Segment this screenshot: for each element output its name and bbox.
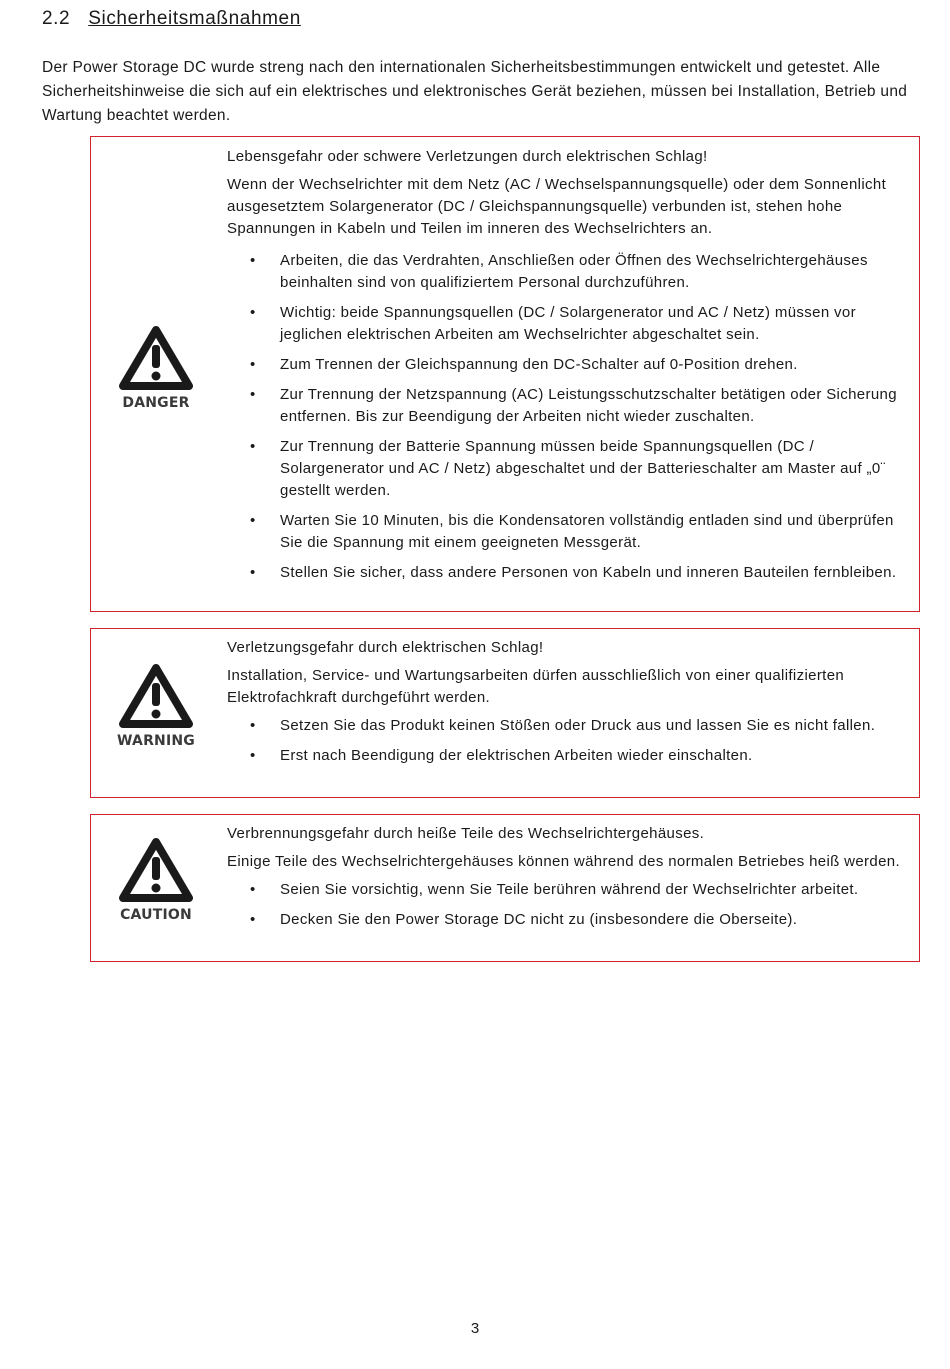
caution-label: CAUTION <box>120 907 192 923</box>
bullet: • <box>250 911 256 928</box>
list-item: • Warten Sie 10 Minuten, bis die Kondensatoren vollständig entladen sind und überprüfen Sie die Spannung mit einem geeigneten Messgerät. <box>250 512 894 551</box>
bullet: • <box>250 564 256 581</box>
list-item: • Zum Trennen der Gleichspannung den DC-Schalter auf 0-Position drehen. <box>227 354 911 376</box>
section-number: 2.2 <box>42 8 71 29</box>
caution-content <box>227 823 911 939</box>
list-item: • Stellen Sie sicher, dass andere Personen von Kabeln und inneren Bauteilen fernbleiben. <box>227 562 911 584</box>
danger-paragraph: Wenn der Wechselrichter mit dem Netz (AC / Wechselspannungsquelle) oder dem Sonnenlicht ausgesetztem Solargenerator (DC / Gleichspannungsquelle) verbunden ist, stehen hohe Spannungen in Kabeln und Teilen im inneren des Wechselrichters an. <box>227 176 887 237</box>
bullet: • <box>250 747 256 764</box>
bullet: • <box>250 356 256 373</box>
bullet: • <box>250 438 256 455</box>
list-item: • Zur Trennung der Batterie Spannung müssen beide Spannungsquellen (DC / Solargenerator und AC / Netz) abgeschaltet und der Batterieschalter am Master auf „0¨ gestellt werden. <box>250 438 886 499</box>
warning-paragraph: Installation, Service- und Wartungsarbeiten dürfen ausschließlich von einer qualifizierten Elektrofachkraft durchgeführt werden. <box>227 667 845 706</box>
danger-sign <box>101 325 211 411</box>
warning-triangle-icon <box>119 663 193 729</box>
warning-triangle-icon <box>119 837 193 903</box>
section-heading <box>42 8 301 30</box>
bullet: • <box>250 252 256 269</box>
warning-label: WARNING <box>117 733 195 749</box>
caution-sign <box>101 837 211 923</box>
bullet: • <box>250 512 256 529</box>
danger-box <box>90 136 920 612</box>
bullet: • <box>250 386 256 403</box>
warning-content <box>227 637 911 775</box>
page-number: 3 <box>470 1320 480 1337</box>
warning-sign <box>101 663 211 749</box>
bullet: • <box>250 881 256 898</box>
warning-heading: Verletzungsgefahr durch elektrischen Schlag! <box>227 639 544 656</box>
list-item: • Wichtig: beide Spannungsquellen (DC / Solargenerator und AC / Netz) müssen vor jeglichen elektrischen Arbeiten am Wechselrichter abgeschaltet sein. <box>250 304 856 343</box>
caution-heading: Verbrennungsgefahr durch heiße Teile des Wechselrichtergehäuses. <box>227 825 705 842</box>
intro-paragraph: Der Power Storage DC wurde streng nach den internationalen Sicherheitsbestimmungen entwickelt und getestet. Alle Sicherheitshinweise die sich auf ein elektrisches und elektronisches Gerät beziehen, müssen bei Installation, Betrieb und Wartung beachtet werden. <box>42 59 908 124</box>
list-item: • Decken Sie den Power Storage DC nicht zu (insbesondere die Oberseite). <box>227 909 911 931</box>
list-item: • Seien Sie vorsichtig, wenn Sie Teile berühren während der Wechselrichter arbeitet. <box>227 879 911 901</box>
bullet: • <box>250 304 256 321</box>
list-item: • Erst nach Beendigung der elektrischen Arbeiten wieder einschalten. <box>227 745 911 767</box>
list-item: • Zur Trennung der Netzspannung (AC) Leistungsschutzschalter betätigen oder Sicherung entfernen. Bis zur Beendigung der Arbeiten nicht wieder zuschalten. <box>250 386 897 425</box>
danger-list <box>227 250 911 584</box>
caution-list <box>227 879 911 931</box>
warning-triangle-icon <box>119 325 193 391</box>
danger-heading: Lebensgefahr oder schwere Verletzungen durch elektrischen Schlag! <box>227 148 708 165</box>
caution-paragraph: Einige Teile des Wechselrichtergehäuses können während des normalen Betriebes heiß werden. <box>227 853 900 870</box>
section-title: Sicherheitsmaßnahmen <box>88 8 301 29</box>
bullet: • <box>250 717 256 734</box>
caution-box <box>90 814 920 962</box>
list-item: • Setzen Sie das Produkt keinen Stößen oder Druck aus und lassen Sie es nicht fallen. <box>227 715 911 737</box>
warning-list <box>227 715 911 767</box>
warning-box <box>90 628 920 798</box>
danger-label: DANGER <box>122 395 190 411</box>
danger-content <box>227 146 911 592</box>
list-item: • Arbeiten, die das Verdrahten, Anschließen oder Öffnen des Wechselrichtergehäuses beinhalten sind von qualifiziertem Personal durchzuführen. <box>250 252 868 291</box>
